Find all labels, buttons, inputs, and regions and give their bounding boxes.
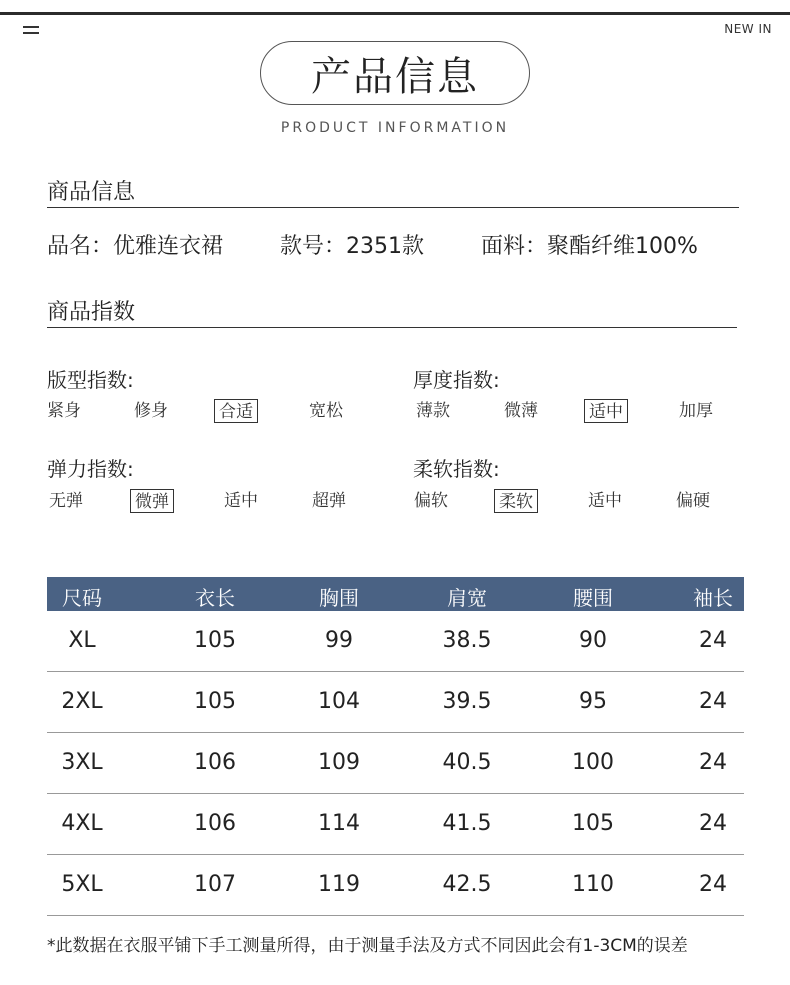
index-option: 适中 xyxy=(588,491,622,511)
index-option: 适中 xyxy=(224,491,258,511)
product-info-row xyxy=(47,229,698,260)
table-cell: 109 xyxy=(318,750,360,775)
table-cell: 2XL xyxy=(61,689,103,714)
table-cell: 119 xyxy=(318,872,360,897)
table-row xyxy=(47,794,744,855)
index-option: 紧身 xyxy=(47,401,81,421)
table-cell: 3XL xyxy=(61,750,103,775)
table-cell: XL xyxy=(68,628,96,653)
index-label: 版型指数: xyxy=(47,368,134,392)
index-label: 柔软指数: xyxy=(413,457,500,481)
page-title: 产品信息 xyxy=(260,41,530,105)
table-cell: 41.5 xyxy=(442,811,492,836)
product-info-heading: 商品信息 xyxy=(47,180,136,205)
index-option: 偏软 xyxy=(414,491,448,511)
product-style-number: 款号：2351款 xyxy=(280,234,425,259)
table-cell: 38.5 xyxy=(442,628,492,653)
table-cell: 42.5 xyxy=(442,872,492,897)
table-cell: 106 xyxy=(194,750,236,775)
table-row xyxy=(47,672,744,733)
table-cell: 95 xyxy=(579,689,607,714)
indices-divider xyxy=(47,327,737,328)
index-option: 宽松 xyxy=(309,401,343,421)
column-header: 袖长 xyxy=(693,586,733,610)
product-fabric: 面料：聚酯纤维100% xyxy=(481,234,698,259)
index-label: 弹力指数: xyxy=(47,457,134,481)
table-cell: 105 xyxy=(572,811,614,836)
table-cell: 105 xyxy=(194,689,236,714)
column-header: 肩宽 xyxy=(447,586,487,610)
table-cell: 24 xyxy=(699,628,727,653)
table-cell: 100 xyxy=(572,750,614,775)
index-option: 加厚 xyxy=(679,401,713,421)
index-option: 微薄 xyxy=(504,401,538,421)
page-subtitle: PRODUCT INFORMATION xyxy=(280,120,510,136)
column-header: 尺码 xyxy=(62,586,102,610)
table-row xyxy=(47,855,744,916)
table-cell: 107 xyxy=(194,872,236,897)
column-header: 胸围 xyxy=(319,586,359,610)
table-cell: 90 xyxy=(579,628,607,653)
table-row xyxy=(47,611,744,672)
column-header: 腰围 xyxy=(573,586,613,610)
table-cell: 4XL xyxy=(61,811,103,836)
new-in-label: NEW IN xyxy=(724,22,772,36)
table-cell: 40.5 xyxy=(442,750,492,775)
index-option-selected: 合适 xyxy=(214,399,258,423)
index-option: 薄款 xyxy=(416,401,450,421)
measurement-note: *此数据在衣服平铺下手工测量所得，由于测量手法及方式不同因此会有1-3CM的误差 xyxy=(47,936,688,956)
product-name: 品名：优雅连衣裙 xyxy=(47,234,224,259)
table-cell: 24 xyxy=(699,689,727,714)
table-cell: 114 xyxy=(318,811,360,836)
table-cell: 105 xyxy=(194,628,236,653)
index-label: 厚度指数: xyxy=(413,368,500,392)
index-option-selected: 柔软 xyxy=(494,489,538,513)
top-divider xyxy=(0,12,790,15)
index-option: 偏硬 xyxy=(676,491,710,511)
table-cell: 24 xyxy=(699,811,727,836)
table-cell: 5XL xyxy=(61,872,103,897)
index-option: 超弹 xyxy=(312,491,346,511)
index-option: 修身 xyxy=(134,401,168,421)
table-cell: 106 xyxy=(194,811,236,836)
table-cell: 24 xyxy=(699,872,727,897)
index-option: 无弹 xyxy=(49,491,83,511)
table-cell: 39.5 xyxy=(442,689,492,714)
table-cell: 99 xyxy=(325,628,353,653)
index-option-selected: 适中 xyxy=(584,399,628,423)
table-cell: 110 xyxy=(572,872,614,897)
size-table xyxy=(47,577,744,916)
product-info-divider xyxy=(47,207,739,208)
table-cell: 24 xyxy=(699,750,727,775)
column-header: 衣长 xyxy=(195,586,235,610)
size-table-body xyxy=(47,611,744,916)
table-cell: 104 xyxy=(318,689,360,714)
index-option-selected: 微弹 xyxy=(130,489,174,513)
menu-icon[interactable] xyxy=(23,26,39,36)
table-row xyxy=(47,733,744,794)
size-table-header xyxy=(47,577,744,611)
indices-heading: 商品指数 xyxy=(47,300,136,325)
